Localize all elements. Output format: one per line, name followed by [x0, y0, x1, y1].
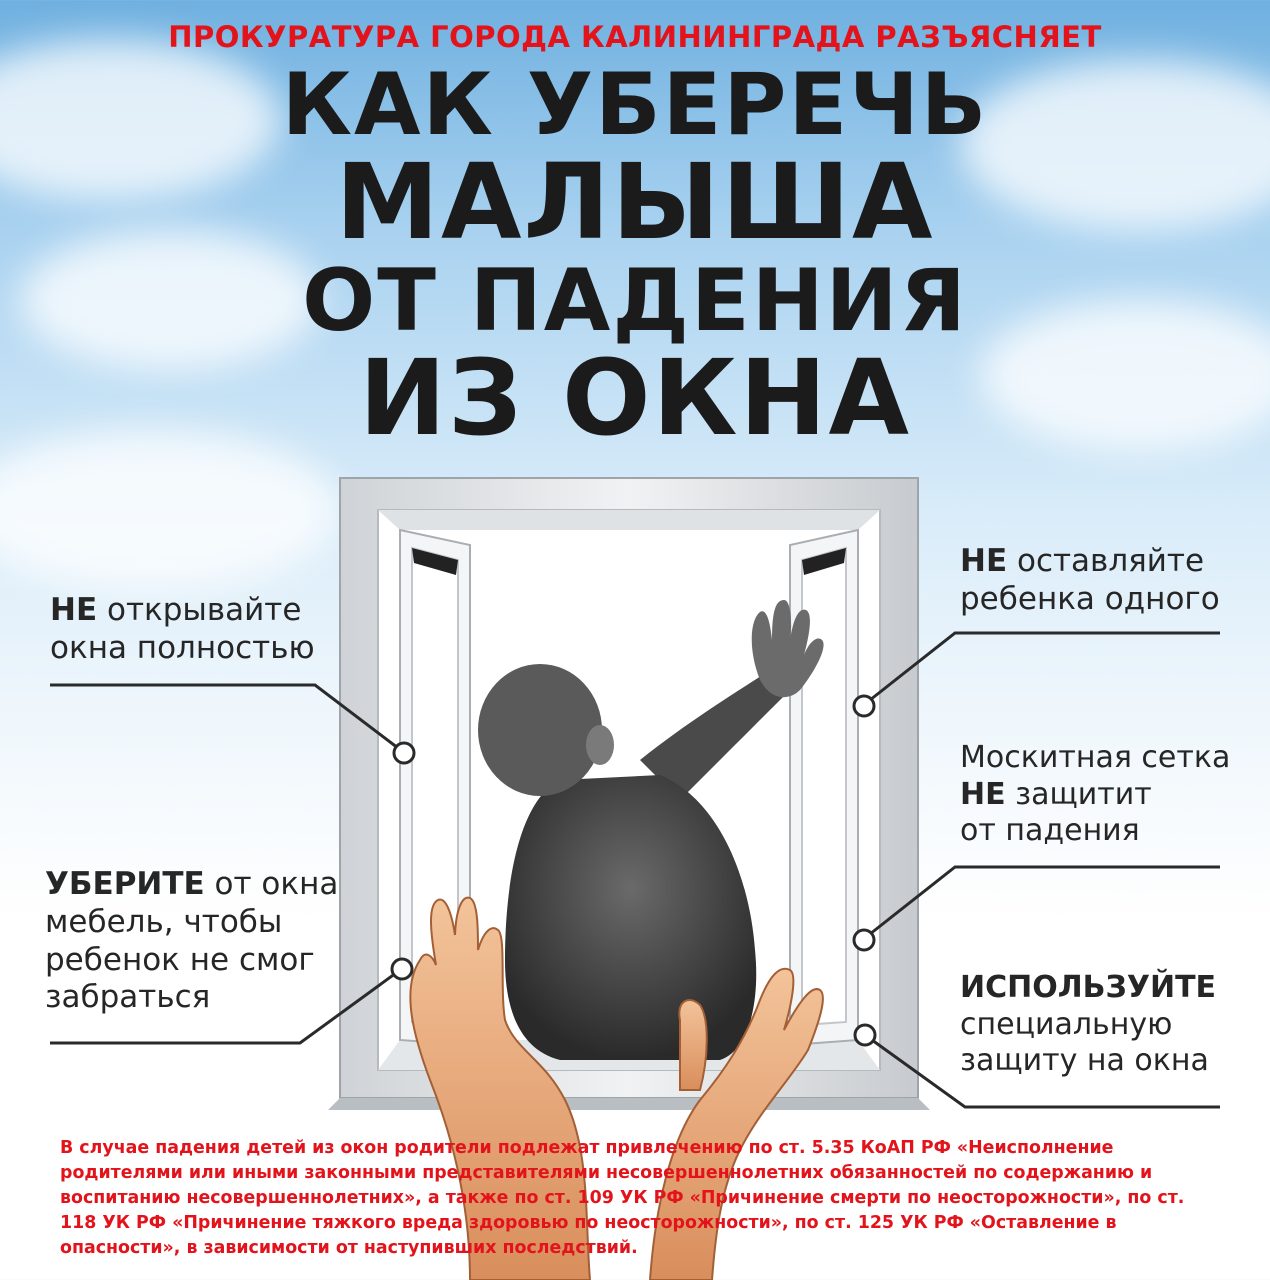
header-organization: ПРОКУРАТУРА ГОРОДА КАЛИНИНГРАДА РАЗЪЯСНЯЕТ: [168, 20, 1102, 54]
tip-right-top: [960, 543, 1220, 619]
tip-right-bottom-bold: ИСПОЛЬЗУЙТЕ: [960, 970, 1217, 1005]
tip-right-top-line2: ребенка одного: [960, 580, 1220, 617]
tip-left-top: [50, 592, 315, 668]
legal-footer-line3: воспитанию несовершеннолетних», а также по ст. 109 УК РФ «Причинение смерти по неосторожности», по ст.: [60, 1187, 1185, 1208]
tip-right-middle: [960, 740, 1230, 850]
tip-right-top-bold: НЕ: [960, 543, 1008, 579]
tip-right-top-line1: оставляйте: [1007, 543, 1205, 579]
tip-left-top-line2: окна полностью: [50, 629, 315, 666]
tip-right-middle-bold: НЕ: [960, 776, 1006, 812]
tip-left-bottom-line4: забраться: [45, 979, 211, 1016]
title-line-4: ИЗ ОКНА: [358, 337, 912, 459]
legal-footer-line4: 118 УК РФ «Причинение тяжкого вреда здоровью по неосторожности», по ст. 125 УК РФ «Оставление в: [60, 1212, 1117, 1233]
tip-left-bottom-line1: от окна: [204, 866, 339, 902]
title-line-3: ОТ ПАДЕНИЯ: [302, 251, 968, 351]
tip-right-middle-line2: защитит: [1005, 776, 1152, 812]
tip-left-top-bold: НЕ: [50, 592, 98, 628]
legal-footer-line2: родителями или иными законными представителями несовершеннолетних обязанностей по содержанию и: [60, 1162, 1153, 1183]
tip-left-bottom: [45, 866, 338, 1017]
tip-left-bottom-bold: УБЕРИТЕ: [45, 866, 205, 902]
tip-right-bottom: [960, 970, 1216, 1080]
window-right-sash: [790, 530, 858, 1045]
tip-right-bottom-line2: специальную: [960, 1006, 1173, 1042]
legal-footer: [60, 1136, 1210, 1260]
tip-right-bottom-line3: защиту на окна: [960, 1043, 1209, 1079]
tip-right-middle-line3: от падения: [960, 813, 1140, 849]
legal-footer-line1: В случае падения детей из окон родители подлежат привлечению по ст. 5.35 КоАП РФ «Неисполнение: [60, 1138, 1114, 1158]
tip-left-bottom-line3: ребенок не смог: [45, 941, 315, 978]
title-line-1: КАК УБЕРЕЧЬ: [281, 55, 989, 155]
legal-footer-line5: опасности», в зависимости от наступивших последствий.: [60, 1237, 638, 1258]
tip-right-middle-line1: Москитная сетка: [960, 740, 1231, 775]
tip-left-bottom-line2: мебель, чтобы: [45, 903, 283, 940]
title-line-2: МАЛЫША: [335, 141, 935, 263]
tip-left-top-line1: открывайте: [97, 592, 302, 628]
